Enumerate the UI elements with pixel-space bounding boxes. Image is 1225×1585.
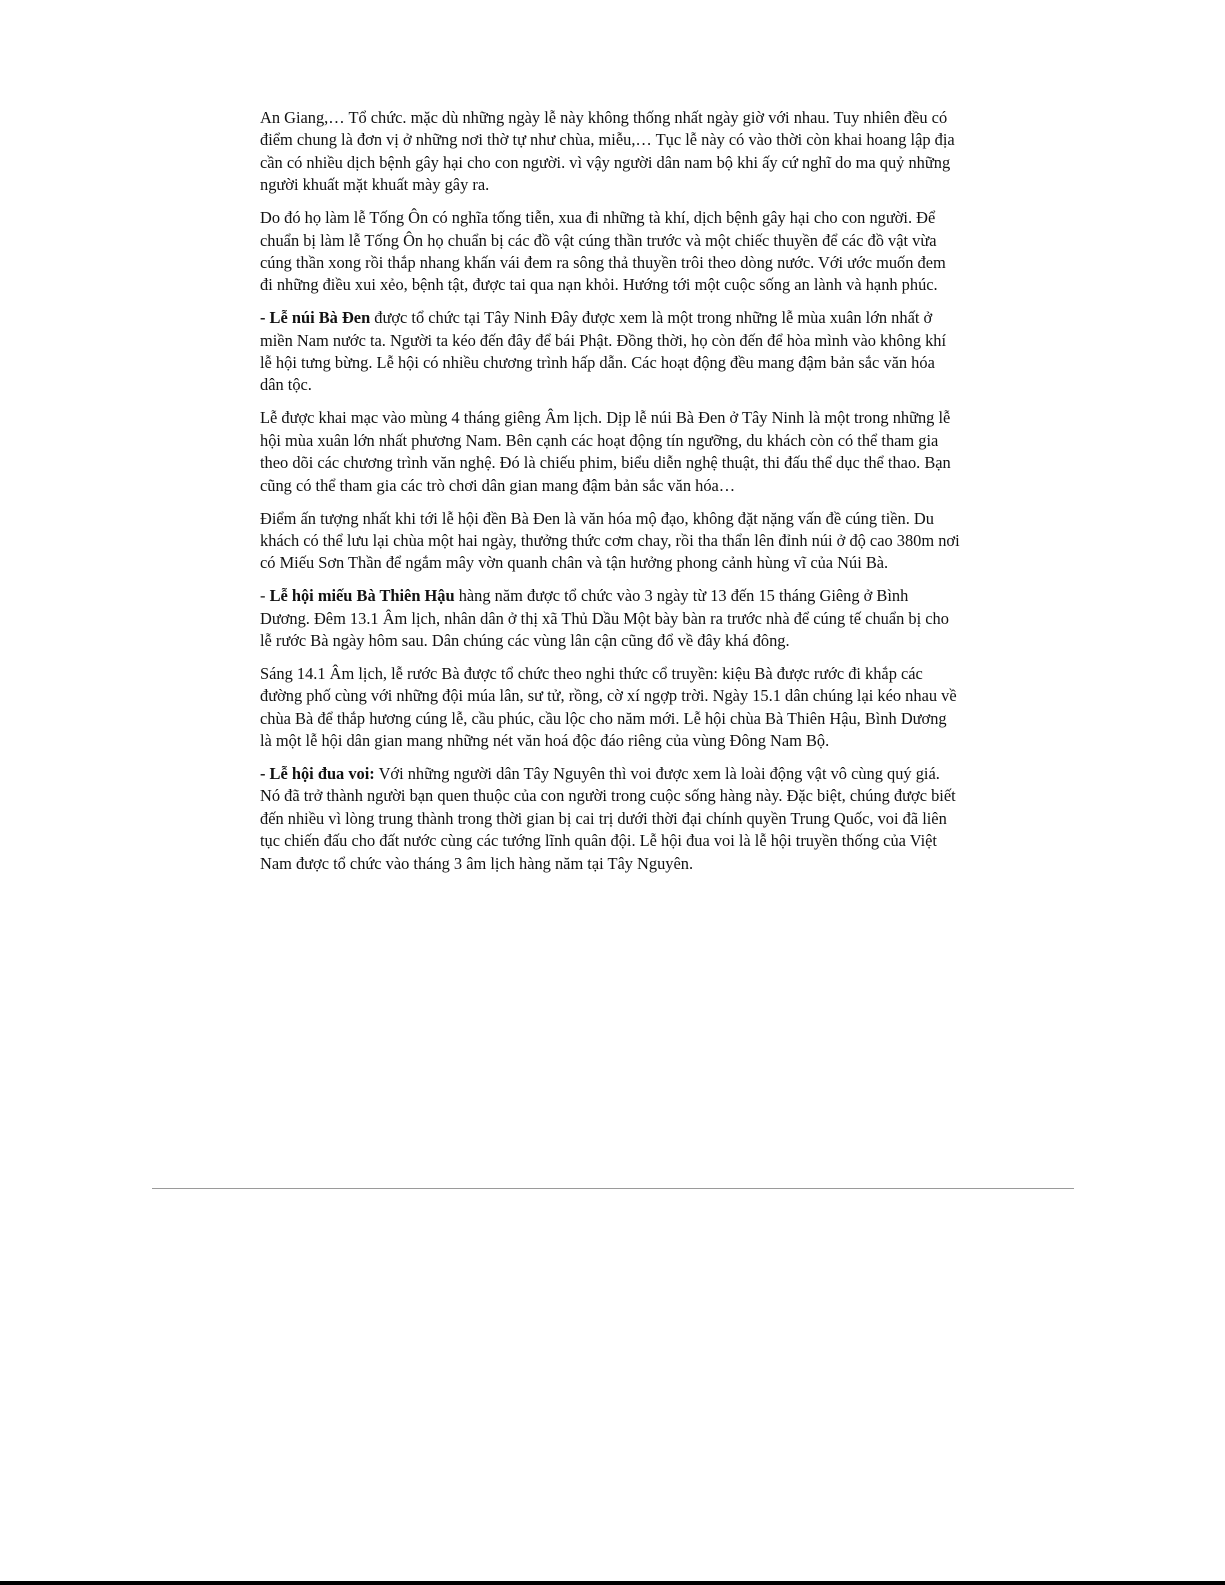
page-divider (152, 1188, 1074, 1189)
paragraph-7-text: Sáng 14.1 Âm lịch, lễ rước Bà được tổ chức theo nghi thức cổ truyền: kiệu Bà được rước đi khắp các đường phố cùng với những đội múa lân, sư tử, rồng, cờ xí ngợp trời. Ngày 15.1 dân chúng lại kéo nhau về chùa Bà để thắp hương cúng lễ, cầu phúc, cầu lộc cho năm mới. Lễ hội chùa Bà Thiên Hậu, Bình Dương là một lễ hội dân gian mang những nét văn hoá độc đáo riêng của vùng Đông Nam Bộ. (260, 663, 957, 751)
paragraph-1 (260, 107, 960, 197)
paragraph-3-text: được tổ chức tại Tây Ninh Đây được xem là một trong những lễ mùa xuân lớn nhất ở miền Nam nước ta. Người ta kéo đến đây để bái Phật. Đồng thời, họ còn đến để hòa mình vào không khí lễ hội tưng bừng. Lễ hội có nhiều chương trình hấp dẫn. Các hoạt động đều mang đậm bản sắc văn hóa dân tộc. (260, 308, 947, 395)
paragraph-2-text: Do đó họ làm lễ Tống Ôn có nghĩa tống tiễn, xua đi những tà khí, dịch bệnh gây hại cho con người. Để chuẩn bị làm lễ Tống Ôn họ chuẩn bị các đồ vật cúng thần trước và một chiếc thuyền để các đồ vật vừa cúng thần xong rồi thắp nhang khấn vái đem ra sông thả thuyền trôi theo dòng nước. Với ước muốn đem đi những điều xui xẻo, bệnh tật, được tai qua nạn khỏi. Hướng tới một cuộc sống an lành và hạnh phúc. (260, 208, 946, 295)
paragraph-3-heading: - Lễ núi Bà Đen (260, 308, 371, 328)
paragraph-5 (260, 508, 960, 575)
paragraph-6-prefix: - (260, 586, 270, 606)
paragraph-8-heading: - Lễ hội đua voi: (260, 764, 375, 784)
paragraph-8-text: Với những người dân Tây Nguyên thì voi được xem là loài động vật vô cùng quý giá. Nó đã trở thành người bạn quen thuộc của con người trong cuộc sống hàng này. Đặc biệt, chúng được biết đến nhiều vì lòng trung thành trong thời gian bị cai trị dưới thời đại chính quyền Trung Quốc, voi đã liên tục chiến đấu cho đất nước cùng các tướng lĩnh quân đội. Lễ hội đua voi là lễ hội truyền thống của Việt Nam được tổ chức vào tháng 3 âm lịch hàng năm tại Tây Nguyên. (260, 764, 956, 873)
paragraph-1-text: An Giang,… Tổ chức. mặc dù những ngày lễ này không thống nhất ngày giờ với nhau. Tuy nhiên đều có điểm chung là đơn vị ở những nơi thờ tự như chùa, miễu,… Tục lễ này có vào thời còn khai hoang lập địa cần có nhiều dịch bệnh gây hại cho con người. vì vậy người dân nam bộ khi ấy cứ nghĩ do ma quỷ những người khuất mặt khuất mày gây ra. (260, 108, 955, 195)
paragraph-6-heading: Lễ hội miếu Bà Thiên Hậu (269, 586, 455, 606)
paragraph-7 (260, 663, 960, 753)
paragraph-8 (260, 763, 960, 875)
paragraph-6 (260, 585, 960, 652)
paragraph-5-text: Điểm ấn tượng nhất khi tới lễ hội đền Bà Đen là văn hóa mộ đạo, không đặt nặng vấn đề cúng tiền. Du khách có thể lưu lại chùa một hai ngày, thưởng thức cơm chay, rồi tha thẩn lên đỉnh núi ở độ cao 380m nơi có Miếu Sơn Thần để ngắm mây vờn quanh chân và tận hưởng phong cảnh hùng vĩ của Núi Bà. (260, 508, 960, 573)
paragraph-4-text: Lễ được khai mạc vào mùng 4 tháng giêng Âm lịch. Dịp lễ núi Bà Đen ở Tây Ninh là một trong những lễ hội mùa xuân lớn nhất phương Nam. Bên cạnh các hoạt động tín ngưỡng, du khách còn có thể tham gia theo dõi các chương trình văn nghệ. Đó là chiếu phim, biểu diễn nghệ thuật, thi đấu thể dục thể thao. Bạn cũng có thể tham gia các trò chơi dân gian mang đậm bản sắc văn hóa… (260, 408, 951, 495)
paragraph-6-text: hàng năm được tổ chức vào 3 ngày từ 13 đến 15 tháng Giêng ở Bình Dương. Đêm 13.1 Âm lịch, nhân dân ở thị xã Thủ Dầu Một bày bàn ra trước nhà để cúng tế chuẩn bị cho lễ rước Bà ngày hôm sau. Dân chúng các vùng lân cận cũng đổ về đây khá đông. (260, 586, 949, 651)
page-bottom-border (0, 1581, 1225, 1585)
paragraph-3 (260, 307, 960, 397)
paragraph-2 (260, 207, 960, 297)
paragraph-4 (260, 407, 960, 497)
document-body (260, 107, 960, 886)
